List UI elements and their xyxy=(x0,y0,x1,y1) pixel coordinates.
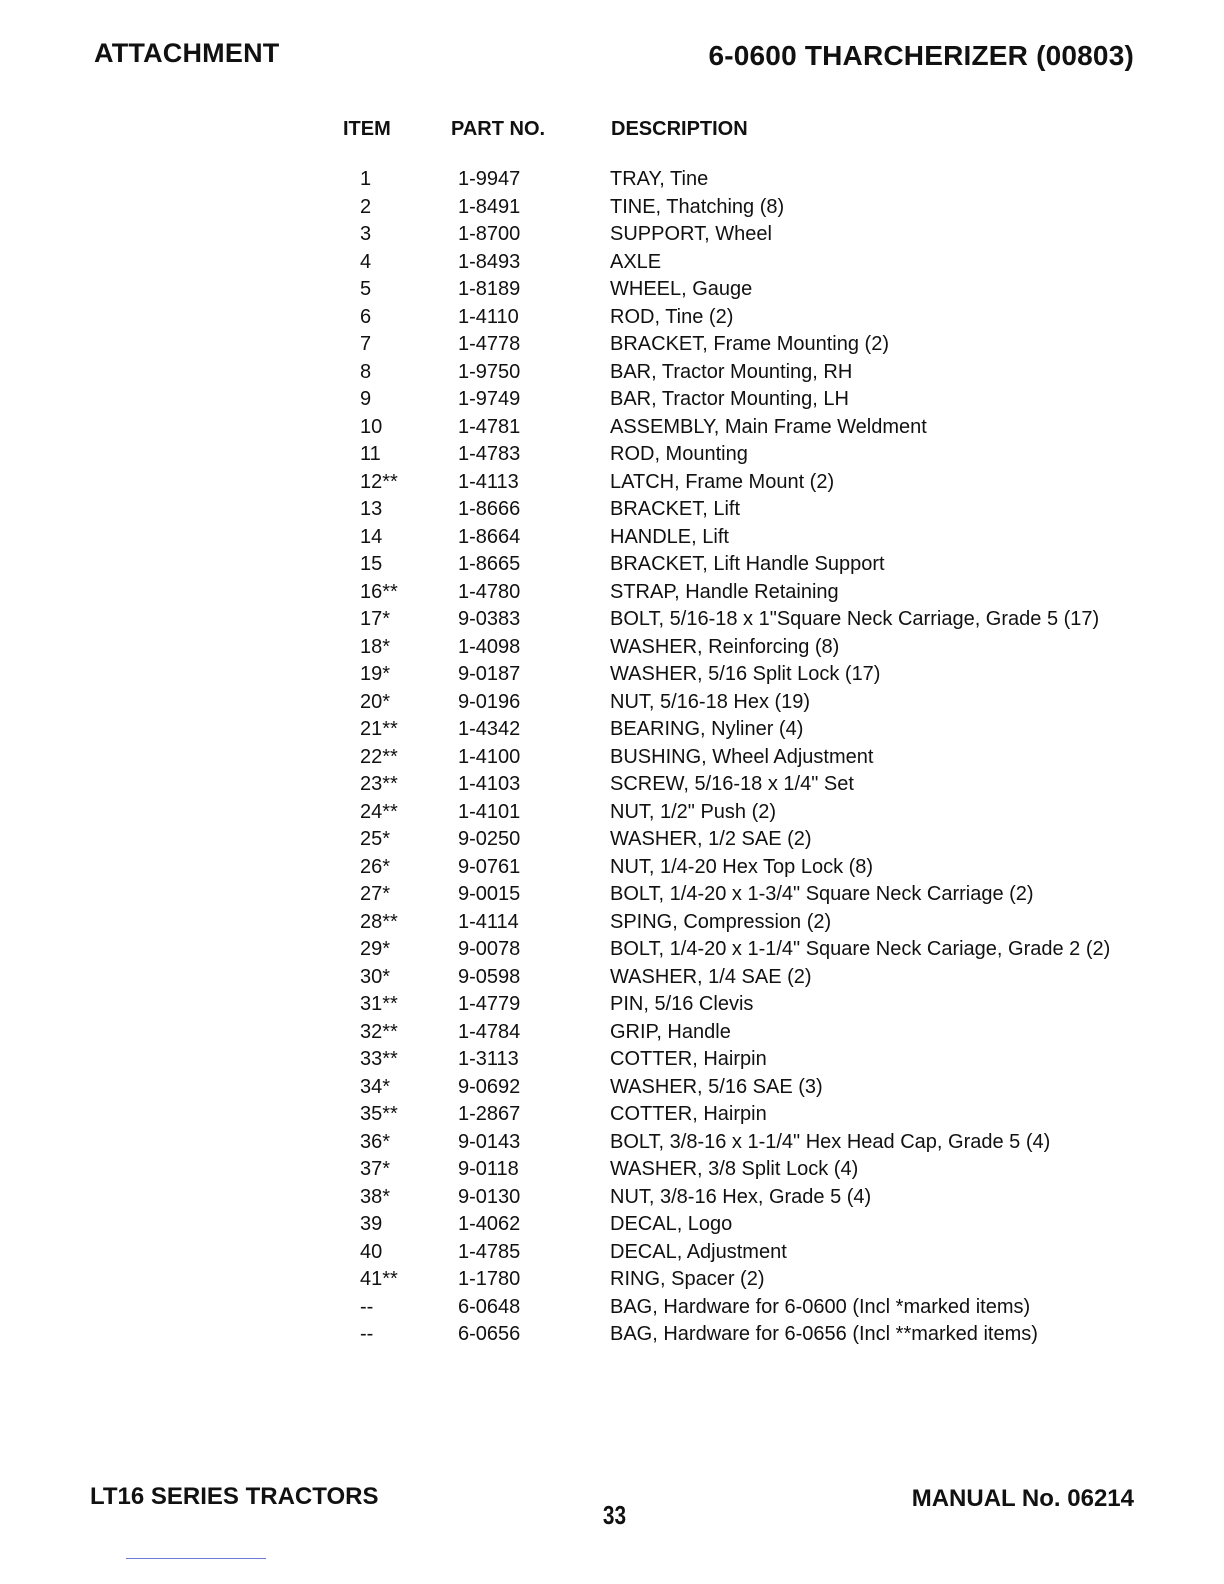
part-number-cell: 1-8491 xyxy=(458,195,521,218)
table-row xyxy=(0,441,1224,469)
part-number-cell: 9-0187 xyxy=(458,663,521,685)
item-cell: 23** xyxy=(360,773,398,795)
part-number-cell: 1-4103 xyxy=(458,773,521,795)
table-row xyxy=(0,331,1224,359)
table-row xyxy=(0,1019,1224,1047)
item-cell: 40 xyxy=(360,1240,383,1263)
item-cell: 24** xyxy=(360,800,398,823)
description-cell: WASHER, 3/8 Split Lock (4) xyxy=(610,1158,859,1180)
part-number-cell: 6-0656 xyxy=(458,1323,521,1345)
item-cell: 2 xyxy=(360,195,372,218)
table-row xyxy=(0,1156,1224,1184)
item-cell: 28** xyxy=(360,910,398,933)
description-cell: DECAL, Logo xyxy=(610,1213,733,1235)
table-row xyxy=(0,166,1224,194)
item-cell: 38* xyxy=(360,1185,391,1208)
part-number-cell: 1-4779 xyxy=(458,993,521,1015)
part-number-cell: 1-4785 xyxy=(458,1240,521,1263)
description-cell: BOLT, 1/4-20 x 1-1/4" Square Neck Cariage, Grade 2 (2) xyxy=(610,938,1111,960)
table-row xyxy=(0,771,1224,799)
description-cell: COTTER, Hairpin xyxy=(610,1048,767,1070)
item-cell: 15 xyxy=(360,553,383,575)
table-row xyxy=(0,496,1224,524)
part-number-cell: 9-0761 xyxy=(458,855,521,878)
part-number-cell: 1-1780 xyxy=(458,1268,521,1290)
description-cell: SCREW, 5/16-18 x 1/4" Set xyxy=(610,773,854,795)
description-cell: TINE, Thatching (8) xyxy=(610,195,785,218)
part-number-cell: 9-0143 xyxy=(458,1130,521,1153)
table-row xyxy=(0,469,1224,497)
description-cell: WASHER, 1/2 SAE (2) xyxy=(610,828,812,850)
part-number-cell: 1-4781 xyxy=(458,415,521,438)
footer-divider xyxy=(126,1558,266,1559)
table-row xyxy=(0,854,1224,882)
description-cell: SUPPORT, Wheel xyxy=(610,223,772,245)
table-row xyxy=(0,386,1224,414)
part-number-cell: 1-4100 xyxy=(458,745,521,768)
part-number-cell: 1-4062 xyxy=(458,1213,521,1235)
item-cell: 6 xyxy=(360,305,372,328)
item-cell: 14 xyxy=(360,525,383,548)
part-number-cell: 1-8664 xyxy=(458,525,521,548)
part-number-cell: 1-4783 xyxy=(458,443,521,465)
description-cell: RING, Spacer (2) xyxy=(610,1268,765,1290)
table-row xyxy=(0,304,1224,332)
table-row xyxy=(0,524,1224,552)
part-number-cell: 1-4780 xyxy=(458,580,521,603)
table-row xyxy=(0,881,1224,909)
description-cell: COTTER, Hairpin xyxy=(610,1103,767,1125)
part-number-cell: 1-4784 xyxy=(458,1020,521,1043)
description-cell: ASSEMBLY, Main Frame Weldment xyxy=(610,415,927,438)
table-row xyxy=(0,634,1224,662)
item-cell: 3 xyxy=(360,223,372,245)
table-row xyxy=(0,1294,1224,1322)
part-number-cell: 9-0015 xyxy=(458,883,521,905)
document-title: 6-0600 THARCHERIZER (00803) xyxy=(708,40,1134,71)
description-cell: ROD, Tine (2) xyxy=(610,305,734,328)
description-cell: HANDLE, Lift xyxy=(610,525,729,548)
table-row xyxy=(0,744,1224,772)
table-row xyxy=(0,661,1224,689)
item-cell: -- xyxy=(360,1323,374,1345)
table-row xyxy=(0,606,1224,634)
description-cell: AXLE xyxy=(610,250,662,273)
table-row xyxy=(0,1129,1224,1157)
item-cell: 30* xyxy=(360,965,391,988)
part-number-cell: 9-0692 xyxy=(458,1075,521,1098)
part-number-cell: 9-0250 xyxy=(458,828,521,850)
description-cell: DECAL, Adjustment xyxy=(610,1240,787,1263)
description-cell: BOLT, 3/8-16 x 1-1/4" Hex Head Cap, Grade 5 (4) xyxy=(610,1130,1051,1153)
description-cell: WASHER, 1/4 SAE (2) xyxy=(610,965,812,988)
part-number-cell: 9-0196 xyxy=(458,690,521,713)
part-number-cell: 1-4113 xyxy=(458,470,519,493)
item-cell: 13 xyxy=(360,498,383,520)
part-number-cell: 1-4342 xyxy=(458,718,521,740)
table-row xyxy=(0,1239,1224,1267)
item-cell: -- xyxy=(360,1295,374,1318)
part-number-cell: 1-8493 xyxy=(458,250,521,273)
column-header-item: ITEM xyxy=(343,118,391,140)
description-cell: ROD, Mounting xyxy=(610,443,748,465)
part-number-cell: 1-4101 xyxy=(458,800,521,823)
table-row xyxy=(0,1266,1224,1294)
part-number-cell: 9-0078 xyxy=(458,938,521,960)
table-row xyxy=(0,276,1224,304)
description-cell: WHEEL, Gauge xyxy=(610,278,753,300)
table-row xyxy=(0,221,1224,249)
part-number-cell: 9-0118 xyxy=(458,1158,519,1180)
part-number-cell: 1-8189 xyxy=(458,278,521,300)
table-row xyxy=(0,936,1224,964)
item-cell: 41** xyxy=(360,1268,398,1290)
item-cell: 7 xyxy=(360,333,372,355)
item-cell: 29* xyxy=(360,938,391,960)
item-cell: 5 xyxy=(360,278,372,300)
item-cell: 39 xyxy=(360,1213,383,1235)
table-row xyxy=(0,799,1224,827)
part-number-cell: 1-4114 xyxy=(458,910,519,933)
description-cell: LATCH, Frame Mount (2) xyxy=(610,470,835,493)
table-row xyxy=(0,414,1224,442)
table-row xyxy=(0,1046,1224,1074)
description-cell: STRAP, Handle Retaining xyxy=(610,580,839,603)
item-cell: 10 xyxy=(360,415,383,438)
description-cell: BAG, Hardware for 6-0656 (Incl **marked items) xyxy=(610,1323,1038,1345)
description-cell: BRACKET, Lift Handle Support xyxy=(610,553,885,575)
description-cell: BOLT, 5/16-18 x 1"Square Neck Carriage, Grade 5 (17) xyxy=(610,608,1100,630)
parts-table xyxy=(0,166,1224,1349)
table-row xyxy=(0,359,1224,387)
part-number-cell: 1-9749 xyxy=(458,388,521,410)
description-cell: NUT, 3/8-16 Hex, Grade 5 (4) xyxy=(610,1185,872,1208)
item-cell: 16** xyxy=(360,580,398,603)
page-number: 33 xyxy=(602,1500,627,1530)
item-cell: 35** xyxy=(360,1103,398,1125)
item-cell: 11 xyxy=(360,443,381,465)
part-number-cell: 1-8700 xyxy=(458,223,521,245)
part-number-cell: 1-9750 xyxy=(458,360,521,383)
part-number-cell: 1-4098 xyxy=(458,635,521,658)
description-cell: PIN, 5/16 Clevis xyxy=(610,993,754,1015)
item-cell: 26* xyxy=(360,855,391,878)
description-cell: BAR, Tractor Mounting, LH xyxy=(610,388,849,410)
part-number-cell: 1-3113 xyxy=(458,1048,519,1070)
item-cell: 9 xyxy=(360,388,372,410)
item-cell: 37* xyxy=(360,1158,391,1180)
description-cell: SPING, Compression (2) xyxy=(610,910,832,933)
part-number-cell: 1-8665 xyxy=(458,553,521,575)
table-row xyxy=(0,909,1224,937)
part-number-cell: 9-0598 xyxy=(458,965,521,988)
item-cell: 4 xyxy=(360,250,372,273)
column-header-part-no: PART NO. xyxy=(451,118,546,140)
description-cell: NUT, 5/16-18 Hex (19) xyxy=(610,690,811,713)
item-cell: 31** xyxy=(360,993,398,1015)
footer-manual-number: MANUAL No. 06214 xyxy=(911,1485,1134,1512)
description-cell: GRIP, Handle xyxy=(610,1020,731,1043)
item-cell: 8 xyxy=(360,360,372,383)
item-cell: 22** xyxy=(360,745,398,768)
item-cell: 17* xyxy=(360,608,391,630)
description-cell: TRAY, Tine xyxy=(610,168,709,190)
description-cell: NUT, 1/2" Push (2) xyxy=(610,800,777,823)
table-row xyxy=(0,716,1224,744)
item-cell: 21** xyxy=(360,718,398,740)
table-row xyxy=(0,1184,1224,1212)
description-cell: BUSHING, Wheel Adjustment xyxy=(610,745,874,768)
item-cell: 36* xyxy=(360,1130,391,1153)
part-number-cell: 1-4110 xyxy=(458,305,519,328)
item-cell: 27* xyxy=(360,883,391,905)
item-cell: 12** xyxy=(360,470,398,493)
section-title: ATTACHMENT xyxy=(94,38,280,68)
table-row xyxy=(0,551,1224,579)
table-row xyxy=(0,194,1224,222)
part-number-cell: 1-4778 xyxy=(458,333,521,355)
part-number-cell: 1-9947 xyxy=(458,168,521,190)
description-cell: NUT, 1/4-20 Hex Top Lock (8) xyxy=(610,855,874,878)
part-number-cell: 1-2867 xyxy=(458,1103,521,1125)
description-cell: BRACKET, Lift xyxy=(610,498,741,520)
description-cell: WASHER, 5/16 SAE (3) xyxy=(610,1075,823,1098)
table-row xyxy=(0,1074,1224,1102)
description-cell: BEARING, Nyliner (4) xyxy=(610,718,804,740)
description-cell: BAG, Hardware for 6-0600 (Incl *marked items) xyxy=(610,1295,1031,1318)
table-row xyxy=(0,964,1224,992)
column-header-description: DESCRIPTION xyxy=(611,118,748,140)
table-row xyxy=(0,249,1224,277)
description-cell: WASHER, 5/16 Split Lock (17) xyxy=(610,663,881,685)
part-number-cell: 1-8666 xyxy=(458,498,521,520)
item-cell: 20* xyxy=(360,690,391,713)
item-cell: 19* xyxy=(360,663,391,685)
item-cell: 18* xyxy=(360,635,391,658)
item-cell: 1 xyxy=(360,168,372,190)
item-cell: 34* xyxy=(360,1075,391,1098)
table-row xyxy=(0,826,1224,854)
description-cell: BAR, Tractor Mounting, RH xyxy=(610,360,853,383)
table-row xyxy=(0,1101,1224,1129)
item-cell: 32** xyxy=(360,1020,398,1043)
table-row xyxy=(0,991,1224,1019)
table-row xyxy=(0,1321,1224,1349)
footer-series: LT16 SERIES TRACTORS xyxy=(90,1483,379,1510)
part-number-cell: 9-0383 xyxy=(458,608,521,630)
item-cell: 33** xyxy=(360,1048,398,1070)
description-cell: BRACKET, Frame Mounting (2) xyxy=(610,333,889,355)
part-number-cell: 9-0130 xyxy=(458,1185,521,1208)
description-cell: BOLT, 1/4-20 x 1-3/4" Square Neck Carriage (2) xyxy=(610,883,1034,905)
table-row xyxy=(0,579,1224,607)
table-row xyxy=(0,1211,1224,1239)
description-cell: WASHER, Reinforcing (8) xyxy=(610,635,840,658)
table-row xyxy=(0,689,1224,717)
item-cell: 25* xyxy=(360,828,391,850)
part-number-cell: 6-0648 xyxy=(458,1295,521,1318)
